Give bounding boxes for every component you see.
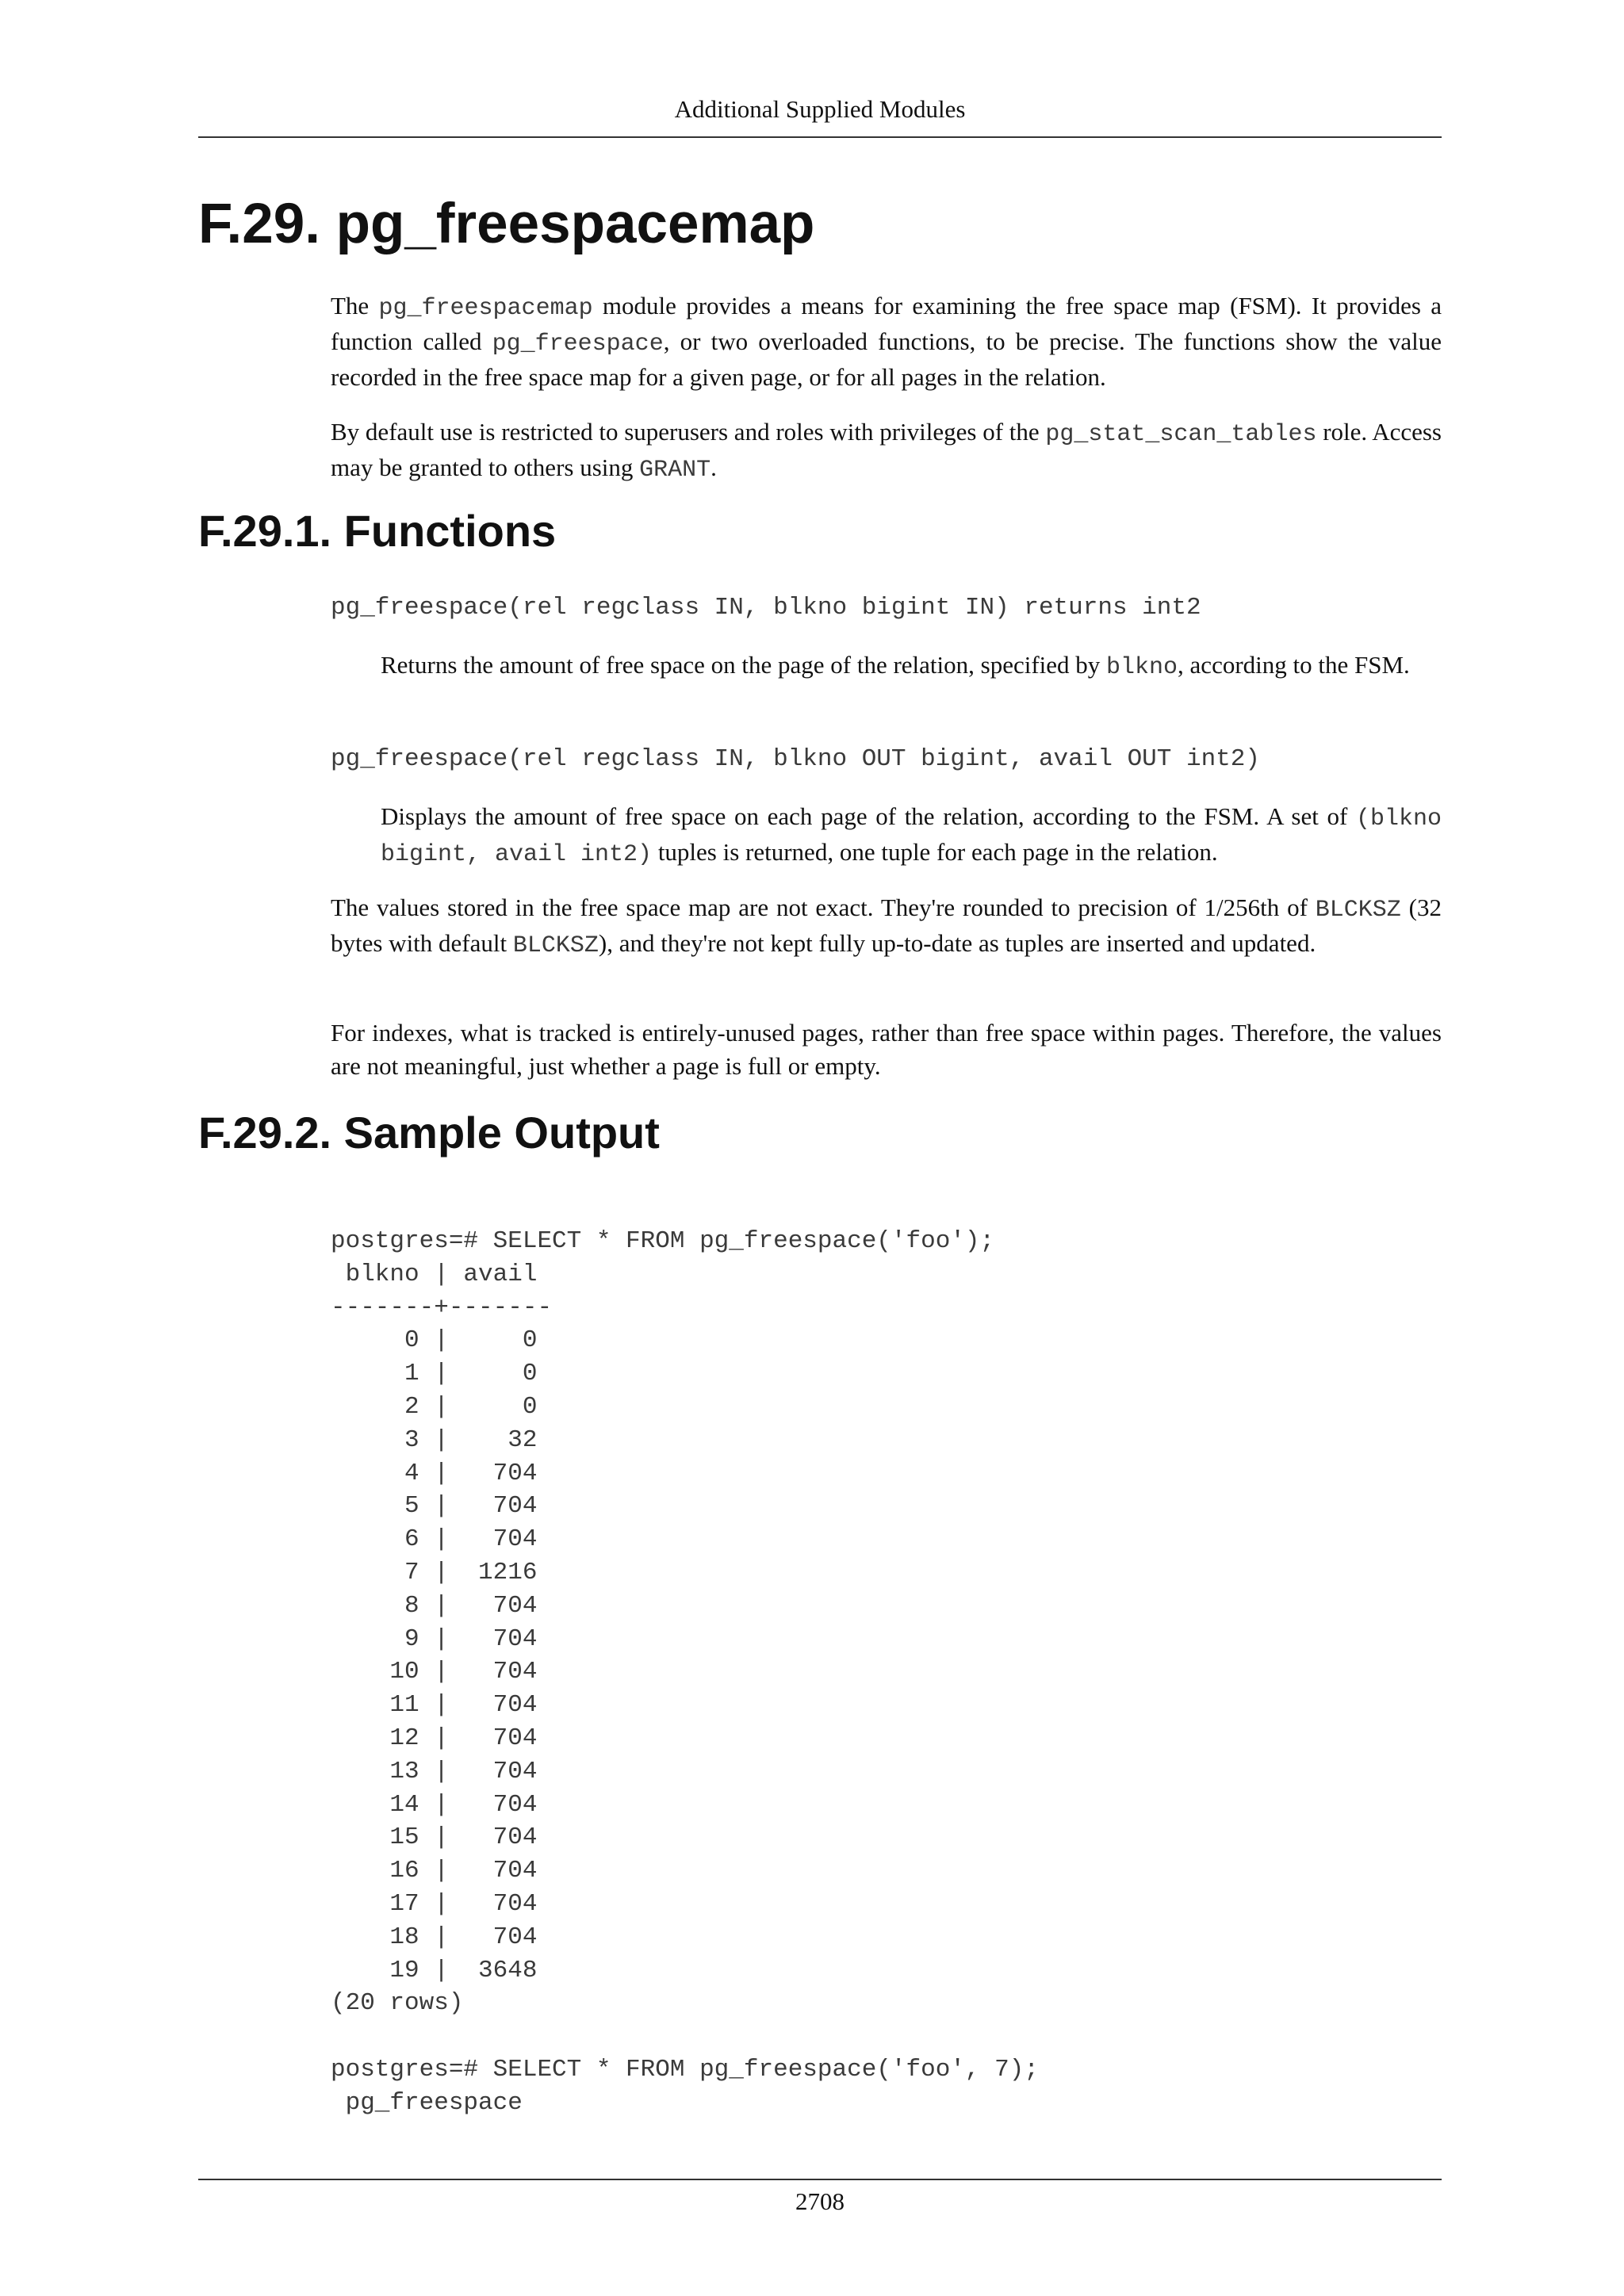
page-number: 2708	[795, 2187, 845, 2215]
function-description-2: Displays the amount of free space on each page of the relation, according to the FSM. A set of (blkno bigint, avail int2) tuples is returned, one tuple for each page in the relation.	[381, 802, 1442, 868]
intro-paragraph-1: The pg_freespacemap module provides a means for examining the free space map (FSM). It provides a function called pg_freespace, or two overloaded functions, to be precise. The functions show the value recorded in the free space map for a given page, or for all pages in the relation.	[331, 292, 1442, 391]
footer-divider	[198, 2179, 1442, 2180]
grant-keyword: GRANT	[639, 457, 711, 484]
header-divider	[198, 136, 1442, 138]
index-note: For indexes, what is tracked is entirely-unused pages, rather than free space within pages. Therefore, the values are not meaningful, just whether a page is full or empty.	[331, 1019, 1442, 1080]
tuple-type: (blkno bigint, avail int2)	[381, 806, 1442, 868]
function-signature-1: pg_freespace(rel regclass IN, blkno bigint IN) returns int2	[331, 594, 1201, 622]
function-signature-2: pg_freespace(rel regclass IN, blkno OUT bigint, avail OUT int2)	[331, 745, 1260, 773]
function-name: pg_freespace	[492, 331, 664, 358]
role-name: pg_stat_scan_tables	[1045, 421, 1317, 448]
sample-output-code-block: postgres=# SELECT * FROM pg_freespace('foo'); blkno | avail -------+------- 0 | 0 1 | 0 2 | 0 3 | 32 4 | 704 5 | 704 6 | 704 7 | 1216 8 | 704 9 | 704 10 | 704 11 | 704 12 | 704 13 | 704 14 | 704 15 | 704 16 | 704 17 | 704 18 | 704 19 | 3648 (20 rows) postgres=# SELECT * FROM pg_freespace('foo', 7); pg_freespace	[331, 1227, 1039, 2117]
precision-note: The values stored in the free space map are not exact. They're rounded to precision of 1/256th of BLCKSZ (32 bytes with default BLCKSZ), and they're not kept fully up-to-date as tuples are inserted and updated.	[331, 894, 1442, 959]
blcksz-constant: BLCKSZ	[1315, 897, 1401, 924]
module-name: pg_freespacemap	[378, 295, 593, 322]
param-name: blkno	[1106, 654, 1178, 681]
running-header: Additional Supplied Modules	[674, 95, 966, 123]
sample-output-heading: F.29.2. Sample Output	[198, 1108, 660, 1158]
function-description-1: Returns the amount of free space on the page of the relation, specified by blkno, according to the FSM.	[381, 651, 1410, 681]
section-title: F.29. pg_freespacemap	[198, 193, 815, 255]
intro-paragraph-2: By default use is restricted to superusers and roles with privileges of the pg_stat_scan_tables role. Access may be granted to others using GRANT.	[331, 418, 1442, 484]
functions-heading: F.29.1. Functions	[198, 506, 557, 556]
blcksz-constant: BLCKSZ	[512, 932, 599, 959]
